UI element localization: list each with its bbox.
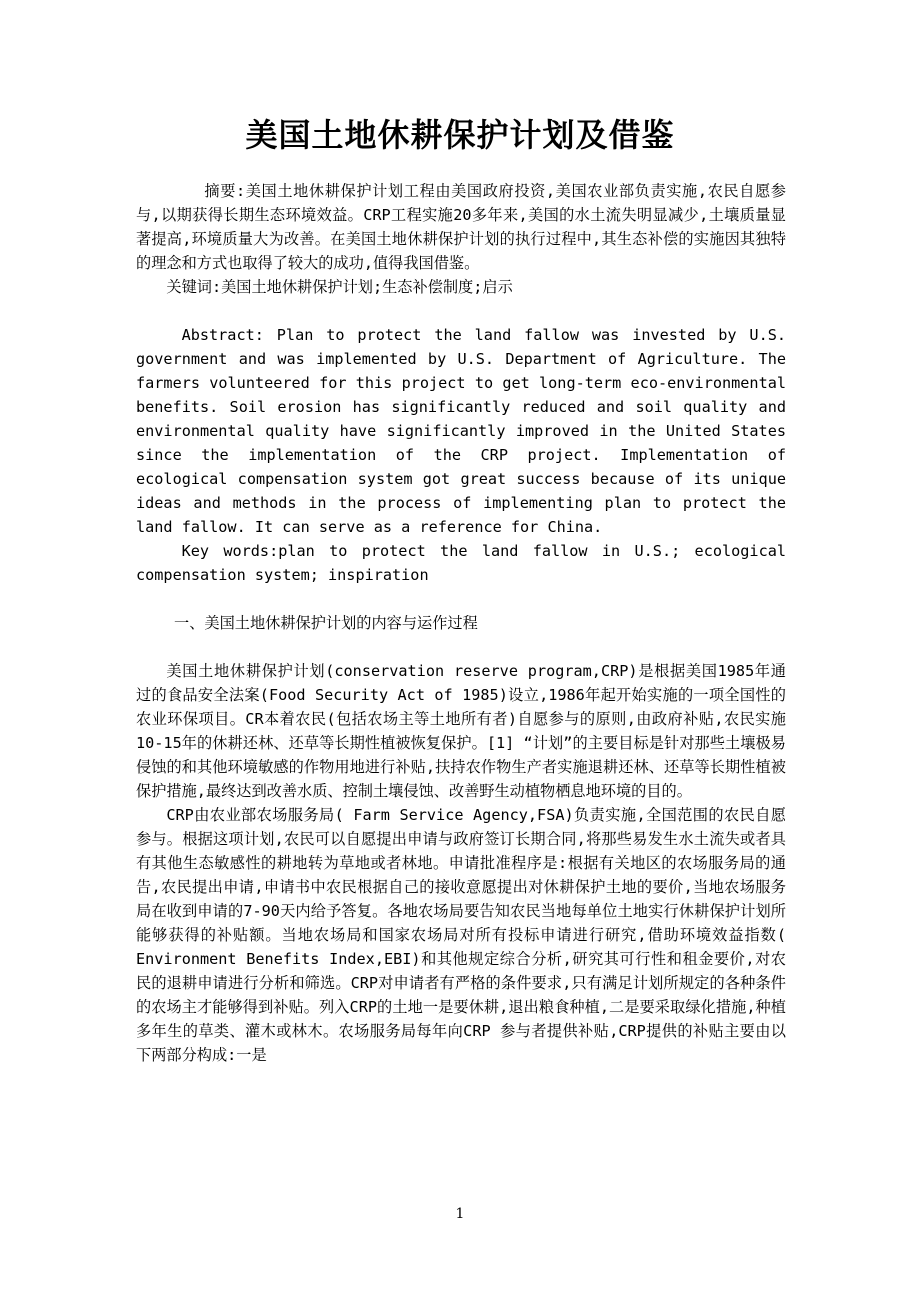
page-number: 1 (455, 1206, 465, 1222)
abstract-chinese: 摘要:美国土地休耕保护计划工程由美国政府投资,美国农业部负责实施,农民自愿参与,以期获得长期生态环境效益。CRP工程实施20多年来,美国的水土流失明显减少,土壤质量显著提高,环境质量大为改善。在美国土地休耕保护计划的执行过程中,其生态补偿的实施因其独特的理念和方式也取得了较大的成功,值得我国借鉴。 (136, 182, 786, 272)
abstract-english: Abstract: Plan to protect the land fallow was invested by U.S. government and was implemented by U.S. Department of Agriculture. The farmers volunteered for this project to get long-term eco-environmental benefits. Soil erosion has significantly reduced and soil quality and environmental quality have significantly improved in the United States since the implementation of the CRP project. Implementation of ecological compensation system got great success because of its unique ideas and methods in the process of implementing plan to protect the land fallow. It can serve as a reference for China. (136, 326, 786, 536)
paragraph-2: CRP由农业部农场服务局( Farm Service Agency,FSA)负责实施,全国范围的农民自愿参与。根据这项计划,农民可以自愿提出申请与政府签订长期合同,将那些易发生水土流失或者具有其他生态敏感性的耕地转为草地或者林地。申请批准程序是:根据有关地区的农场服务局的通告,农民提出申请,申请书中农民根据自己的接收意愿提出对休耕保护土地的要价,当地农场服务局在收到申请的7-90天内给予答复。各地农场局要告知农民当地每单位土地实行休耕保护计划所能够获得的补贴额。当地农场局和国家农场局对所有投标申请进行研究,借助环境效益指数( Environment Benefits Index,EBI)和其他规定综合分析,研究其可行性和租金要价,对农民的退耕申请进行分析和筛选。CRP对申请者有严格的条件要求,只有满足计划所规定的各种条件的农场主才能够得到补贴。列入CRP的土地一是要休耕,退出粮食种植,二是要采取绿化措施,种植多年生的草类、灌木或林木。农场服务局每年向CRP 参与者提供补贴,CRP提供的补贴主要由以下两部分构成:一是 (136, 806, 786, 1064)
keywords-chinese: 关键词:美国土地休耕保护计划;生态补偿制度;启示 (166, 278, 513, 296)
document-body (136, 179, 786, 1067)
paragraph-1: 美国土地休耕保护计划(conservation reserve program,CRP)是根据美国1985年通过的食品安全法案(Food Security Act of 1985)设立,1986年起开始实施的一项全国性的农业环保项目。CR本着农民(包括农场主等土地所有者)自愿参与的原则,由政府补贴,农民实施10-15年的休耕还林、还草等长期性植被恢复保护。[1] “计划”的主要目标是针对那些土壤极易侵蚀的和其他环境敏感的作物用地进行补贴,扶持农作物生产者实施退耕还林、还草等长期性植被保护措施,最终达到改善水质、控制土壤侵蚀、改善野生动植物栖息地环境的目的。 (136, 662, 786, 800)
document-title: 美国土地休耕保护计划及借鉴 (245, 116, 675, 154)
keywords-english: Key words:plan to protect the land fallow in U.S.; ecological compensation system; inspiration (136, 542, 786, 584)
section-heading: 一、美国土地休耕保护计划的内容与运作过程 (174, 614, 478, 632)
